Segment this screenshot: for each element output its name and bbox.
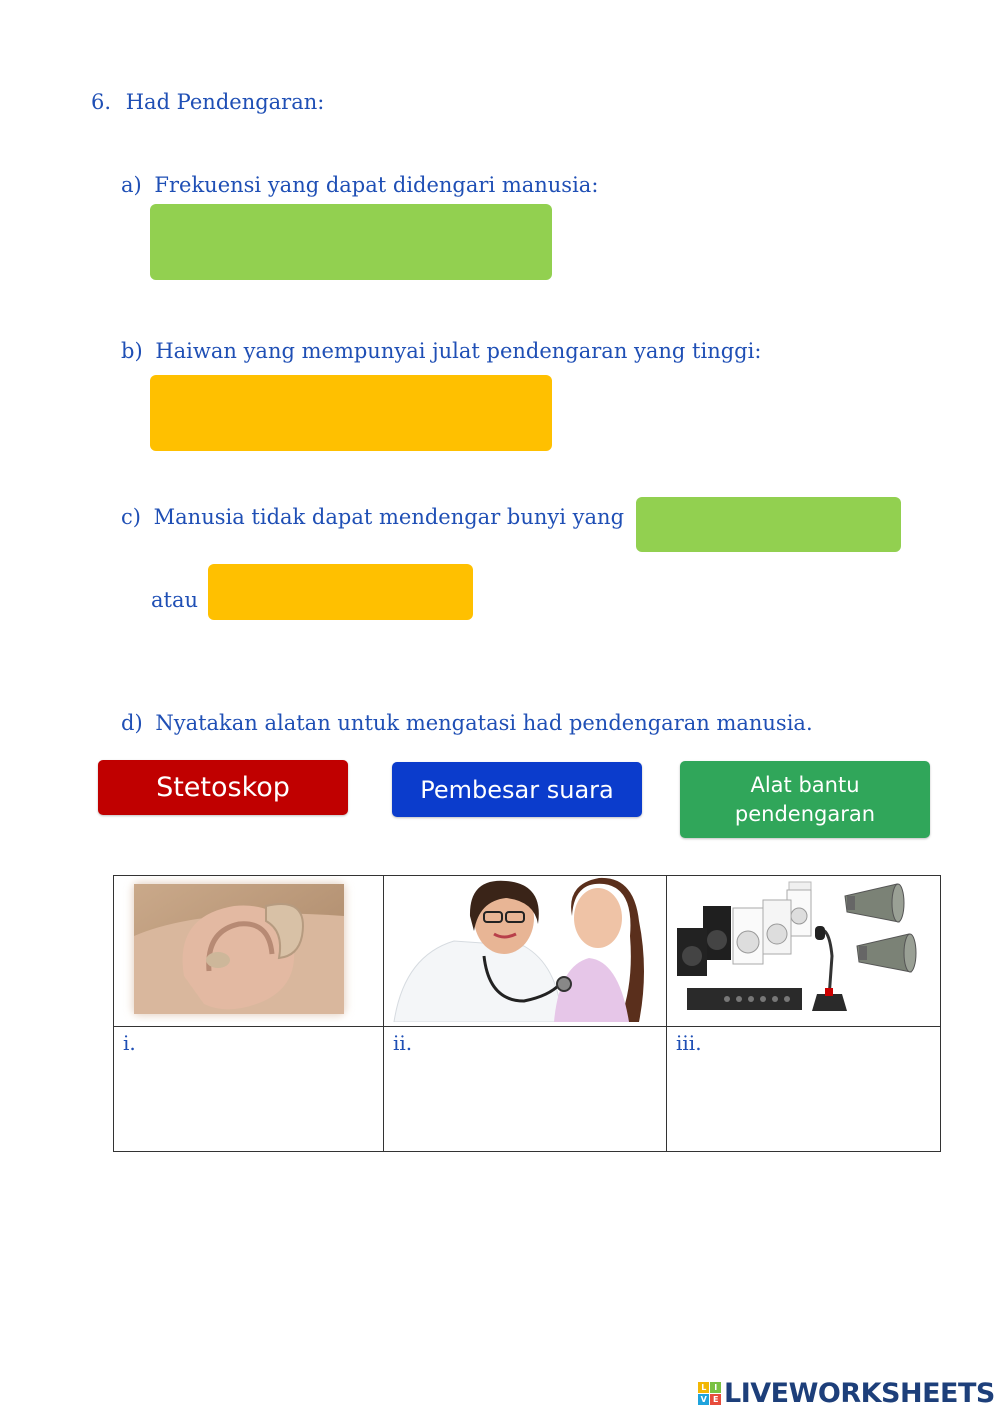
answer-label-1: i.	[123, 1031, 136, 1055]
speaker-system-image	[667, 876, 941, 1022]
hearing-aid-image	[114, 876, 384, 1022]
option-pembesar-suara[interactable]	[392, 762, 642, 817]
option-alat-bantu-pendengaran[interactable]	[680, 761, 930, 838]
question-a-marker: a)	[121, 173, 142, 197]
option-alat-bantu-label-line2: pendengaran	[734, 801, 876, 826]
image-table	[113, 875, 941, 1152]
question-d-text: Nyatakan alatan untuk mengatasi had pendengaran manusia.	[155, 711, 813, 735]
answer-c2-dropzone[interactable]	[208, 564, 473, 620]
answer-c1-dropzone[interactable]	[636, 497, 901, 552]
answer-cell-2[interactable]	[384, 1027, 667, 1152]
question-d-marker: d)	[121, 711, 143, 735]
liveworksheets-logo-text: LIVEWORKSHEETS	[724, 1378, 995, 1409]
option-pembesar-suara-label: Pembesar suara	[420, 775, 614, 804]
question-b	[121, 339, 761, 363]
image-cell-1	[114, 876, 384, 1027]
section-number: 6.	[91, 90, 112, 114]
image-cell-2	[384, 876, 667, 1027]
option-stetoskop[interactable]	[98, 760, 348, 815]
question-c-connector: atau	[151, 588, 199, 612]
option-alat-bantu-label-line1: Alat bantu	[750, 772, 860, 797]
section-title: Had Pendengaran:	[125, 90, 325, 114]
answer-a-dropzone[interactable]	[150, 204, 552, 280]
image-cell-3	[667, 876, 941, 1027]
question-a-text: Frekuensi yang dapat didengari manusia:	[154, 173, 599, 197]
question-d	[121, 711, 813, 735]
question-b-text: Haiwan yang mempunyai julat pendengaran yang tinggi:	[155, 339, 762, 363]
option-stetoskop-label: Stetoskop	[156, 772, 290, 803]
liveworksheets-logo-icon: L I V E	[698, 1382, 721, 1405]
question-b-marker: b)	[121, 339, 143, 363]
question-c	[121, 505, 624, 529]
section-heading	[91, 90, 324, 114]
answer-label-2: ii.	[393, 1031, 413, 1055]
answer-cell-1[interactable]	[114, 1027, 384, 1152]
answer-label-3: iii.	[676, 1031, 702, 1055]
answer-cell-3[interactable]	[667, 1027, 941, 1152]
answer-b-dropzone[interactable]	[150, 375, 552, 451]
question-c-text: Manusia tidak dapat mendengar bunyi yang	[153, 505, 625, 529]
question-c-marker: c)	[121, 505, 141, 529]
liveworksheets-logo	[698, 1378, 995, 1409]
question-a	[121, 173, 598, 197]
stethoscope-doctor-image	[384, 876, 667, 1022]
